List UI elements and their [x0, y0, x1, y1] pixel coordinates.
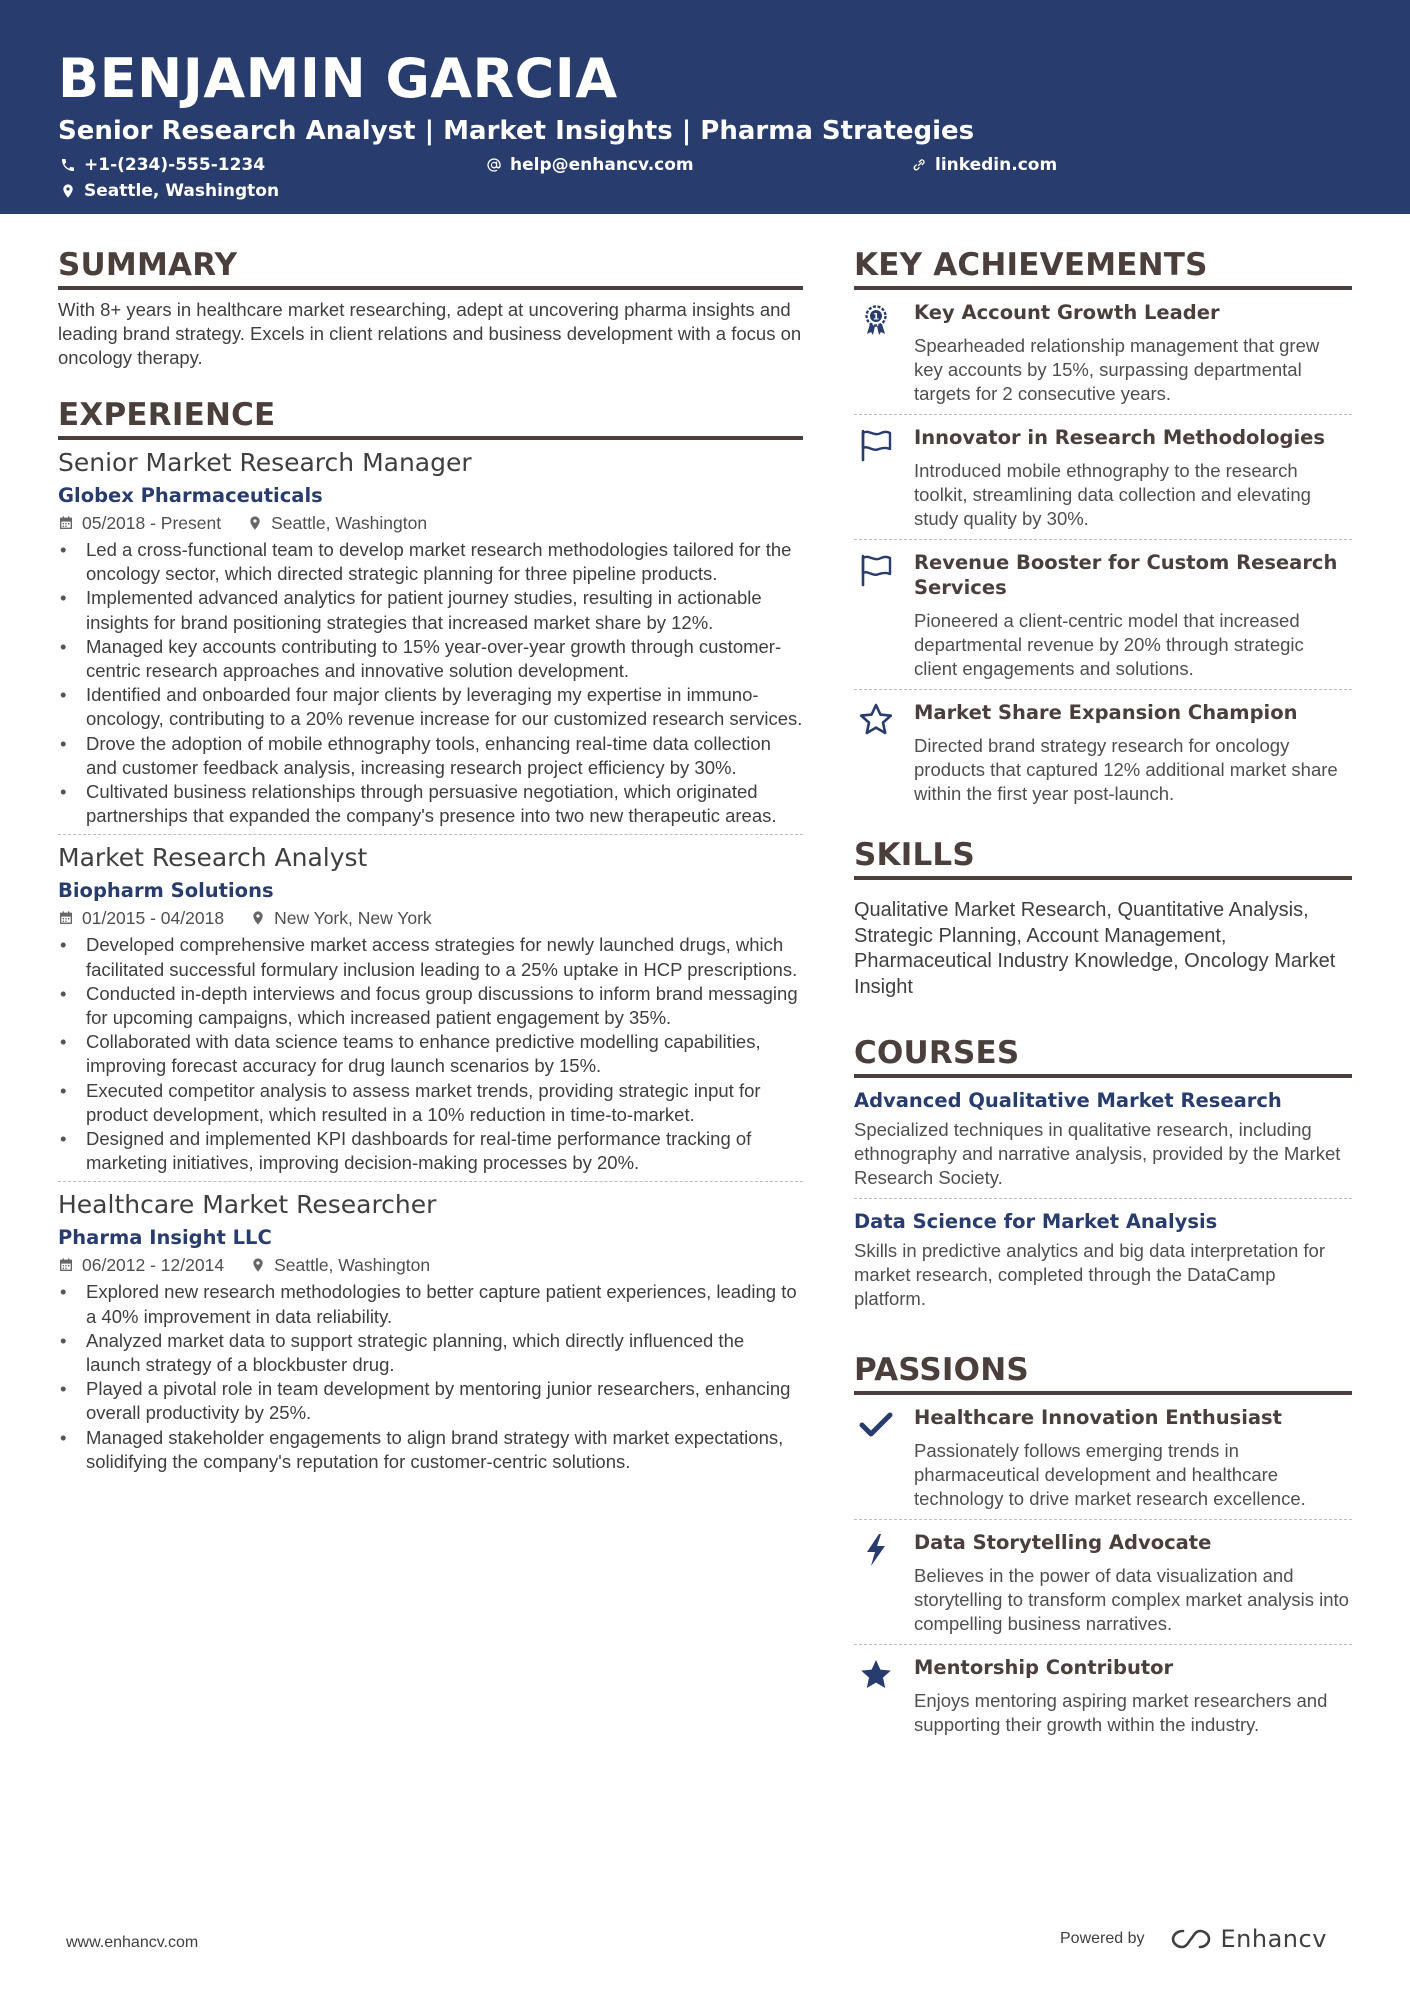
enhancv-logo[interactable]	[1169, 1925, 1327, 1953]
passion-item	[854, 1645, 1352, 1745]
achievement-item	[854, 690, 1352, 814]
star-outline-icon	[858, 702, 894, 738]
check-icon	[858, 1407, 894, 1443]
achievements-section	[854, 244, 1352, 814]
bullet-item: • Designed and implemented KPI dashboards for real-time performance tracking of marketing initiatives, improving decision-making processes by 20%.	[58, 1127, 803, 1175]
calendar-icon	[58, 1257, 74, 1273]
passion-item	[854, 1520, 1352, 1645]
contact-location	[60, 178, 279, 204]
passions-section	[854, 1349, 1352, 1745]
job-company: Pharma Insight LLC	[58, 1226, 272, 1250]
flag-icon	[858, 427, 894, 463]
job-location: Seattle, Washington	[250, 1253, 430, 1277]
contact-row	[58, 152, 1352, 178]
location-pin-icon	[250, 910, 266, 926]
bullet-item: • Cultivated business relationships through persuasive negotiation, which originated partnerships that expanded the company's presence into two new therapeutic areas.	[58, 780, 803, 828]
left-column	[58, 244, 803, 1480]
job-location: New York, New York	[250, 906, 432, 930]
powered-by-label: Powered by	[1060, 1930, 1145, 1947]
experience-section	[58, 394, 803, 1480]
summary-section	[58, 244, 803, 370]
bullet-item: • Played a pivotal role in team development by mentoring junior researchers, enhancing overall productivity by 25%.	[58, 1377, 803, 1425]
courses-section	[854, 1032, 1352, 1319]
course-item	[854, 1199, 1352, 1319]
achievement-text: Pioneered a client-centric model that increased departmental revenue by 20% through strategic client engagements and solutions.	[914, 610, 1304, 679]
summary-text: With 8+ years in healthcare market researching, adept at uncovering pharma insights and leading brand strategy. Excels in client relations and business development with a focus on oncology therapy.	[58, 299, 802, 368]
bullet-item: • Managed key accounts contributing to 15% year-over-year growth through customer-centric research approaches and innovative solution development.	[58, 635, 803, 683]
job-bullets	[58, 538, 803, 828]
link-icon	[911, 157, 927, 173]
courses-heading: COURSES	[854, 1032, 1352, 1078]
passions-heading: PASSIONS	[854, 1349, 1352, 1395]
location-pin-icon	[250, 1257, 266, 1273]
bullet-item: • Identified and onboarded four major clients by leveraging my expertise in immuno-oncology, contributing to a 20% revenue increase for our customized research services.	[58, 683, 803, 731]
achievement-text: Directed brand strategy research for oncology products that captured 12% additional market share within the first year post-launch.	[914, 735, 1338, 804]
candidate-name: BENJAMIN GARCIA	[58, 47, 618, 110]
course-title: Advanced Qualitative Market Research	[854, 1089, 1282, 1112]
calendar-icon	[58, 515, 74, 531]
achievement-title: Key Account Growth Leader	[914, 301, 1220, 324]
brand-name: Enhancv	[1220, 1925, 1327, 1953]
bullet-item: • Collaborated with data science teams to enhance predictive modelling capabilities, improving forecast accuracy for drug launch scenarios by 15%.	[58, 1030, 803, 1078]
job-dates: 05/2018 - Present	[58, 511, 221, 535]
job-title: Senior Market Research Manager	[58, 448, 472, 477]
achievement-title: Revenue Booster for Custom Research Services	[914, 551, 1338, 599]
lightning-icon	[858, 1532, 894, 1568]
experience-heading: EXPERIENCE	[58, 394, 803, 440]
passion-title: Data Storytelling Advocate	[914, 1531, 1212, 1554]
contact-row-2	[58, 178, 1352, 204]
calendar-icon	[58, 910, 74, 926]
bullet-item: • Implemented advanced analytics for patient journey studies, resulting in actionable insights for brand positioning strategies that increased market share by 12%.	[58, 586, 803, 634]
at-icon	[486, 157, 502, 173]
job-meta	[58, 511, 803, 535]
bullet-item: • Managed stakeholder engagements to align brand strategy with market expectations, solidifying the company's reputation for customer-centric solutions.	[58, 1426, 803, 1474]
achievement-item	[854, 290, 1352, 415]
achievement-title: Market Share Expansion Champion	[914, 701, 1298, 724]
passion-item	[854, 1395, 1352, 1520]
job-meta	[58, 1253, 803, 1277]
job-entry	[58, 1188, 803, 1480]
contact-phone	[60, 152, 265, 178]
bullet-item: • Analyzed market data to support strategic planning, which directly influenced the launch strategy of a blockbuster drug.	[58, 1329, 803, 1377]
passion-text: Passionately follows emerging trends in pharmaceutical development and healthcare technology to drive market research excellence.	[914, 1440, 1306, 1509]
skills-section	[854, 834, 1352, 1000]
footer-branding	[1060, 1925, 1327, 1953]
location-pin-icon	[247, 515, 263, 531]
bullet-item: • Led a cross-functional team to develop market research methodologies tailored for the oncology sector, which directed strategic planning for three pipeline products.	[58, 538, 803, 586]
bullet-item: • Conducted in-depth interviews and focus group discussions to inform brand messaging for upcoming campaigns, which increased patient engagement by 35%.	[58, 982, 803, 1030]
job-company: Globex Pharmaceuticals	[58, 484, 323, 507]
achievement-item	[854, 415, 1352, 540]
job-bullets	[58, 933, 803, 1175]
location-text: Seattle, Washington	[84, 181, 280, 201]
bullet-item: • Explored new research methodologies to better capture patient experiences, leading to a 40% improvement in data reliability.	[58, 1280, 803, 1328]
course-item	[854, 1078, 1352, 1199]
job-title: Market Research Analyst	[58, 843, 368, 873]
job-bullets	[58, 1280, 803, 1474]
bullet-item: • Drove the adoption of mobile ethnography tools, enhancing real-time data collection and customer feedback analysis, increasing research project efficiency by 30%.	[58, 732, 803, 780]
phone-text[interactable]: +1-(234)-555-1234	[84, 155, 266, 175]
job-entry	[58, 841, 803, 1182]
bullet-item: • Developed comprehensive market access strategies for newly launched drugs, which facilitated successful formulary inclusion leading to a 25% uptake in HCP prescriptions.	[58, 933, 803, 981]
phone-icon	[60, 157, 76, 173]
job-dates: 01/2015 - 04/2018	[58, 906, 224, 930]
svg-text:1: 1	[872, 312, 880, 323]
contact-email	[486, 152, 694, 178]
achievement-item	[854, 540, 1352, 690]
enhancv-logo-icon	[1169, 1927, 1213, 1951]
achievement-title: Innovator in Research Methodologies	[914, 426, 1325, 449]
flag-icon	[858, 552, 894, 588]
star-filled-icon	[858, 1657, 894, 1693]
resume-header	[0, 0, 1410, 214]
passion-title: Healthcare Innovation Enthusiast	[914, 1406, 1282, 1429]
skills-heading: SKILLS	[854, 834, 1352, 880]
award-icon	[858, 302, 894, 338]
candidate-title: Senior Research Analyst | Market Insights | Pharma Strategies	[58, 116, 975, 146]
job-dates: 06/2012 - 12/2014	[58, 1253, 224, 1277]
footer-website[interactable]: www.enhancv.com	[66, 1934, 199, 1951]
contact-linkedin	[911, 152, 1057, 178]
email-text[interactable]: help@enhancv.com	[510, 155, 694, 175]
course-title: Data Science for Market Analysis	[854, 1210, 1218, 1233]
skills-text: Qualitative Market Research, Quantitative Analysis, Strategic Planning, Account Management, Pharmaceutical Industry Knowledge, Oncology Market Insight	[854, 899, 1336, 998]
passion-text: Enjoys mentoring aspiring market researchers and supporting their growth within the industry.	[914, 1690, 1328, 1735]
job-meta	[58, 906, 803, 930]
achievements-heading: KEY ACHIEVEMENTS	[854, 244, 1352, 290]
bullet-item: • Executed competitor analysis to assess market trends, providing strategic input for product development, which resulted in a 10% reduction in time-to-market.	[58, 1079, 803, 1127]
course-text: Specialized techniques in qualitative research, including ethnography and narrative analysis, provided by the Market Research Society.	[854, 1119, 1341, 1188]
right-column	[854, 244, 1352, 1745]
passion-title: Mentorship Contributor	[914, 1656, 1174, 1679]
summary-heading: SUMMARY	[58, 244, 803, 290]
job-entry	[58, 446, 803, 835]
achievement-text: Introduced mobile ethnography to the research toolkit, streamlining data collection and elevating study quality by 30%.	[914, 460, 1311, 529]
course-text: Skills in predictive analytics and big data interpretation for market research, completed through the DataCamp platform.	[854, 1240, 1325, 1309]
job-title: Healthcare Market Researcher	[58, 1190, 437, 1220]
linkedin-text[interactable]: linkedin.com	[935, 155, 1058, 175]
job-company: Biopharm Solutions	[58, 879, 274, 903]
job-location: Seattle, Washington	[247, 511, 427, 535]
achievement-text: Spearheaded relationship management that grew key accounts by 15%, surpassing departmental targets for 2 consecutive years.	[914, 335, 1320, 404]
location-pin-icon	[60, 183, 76, 199]
passion-text: Believes in the power of data visualization and storytelling to transform complex market analysis into compelling business narratives.	[914, 1565, 1349, 1634]
